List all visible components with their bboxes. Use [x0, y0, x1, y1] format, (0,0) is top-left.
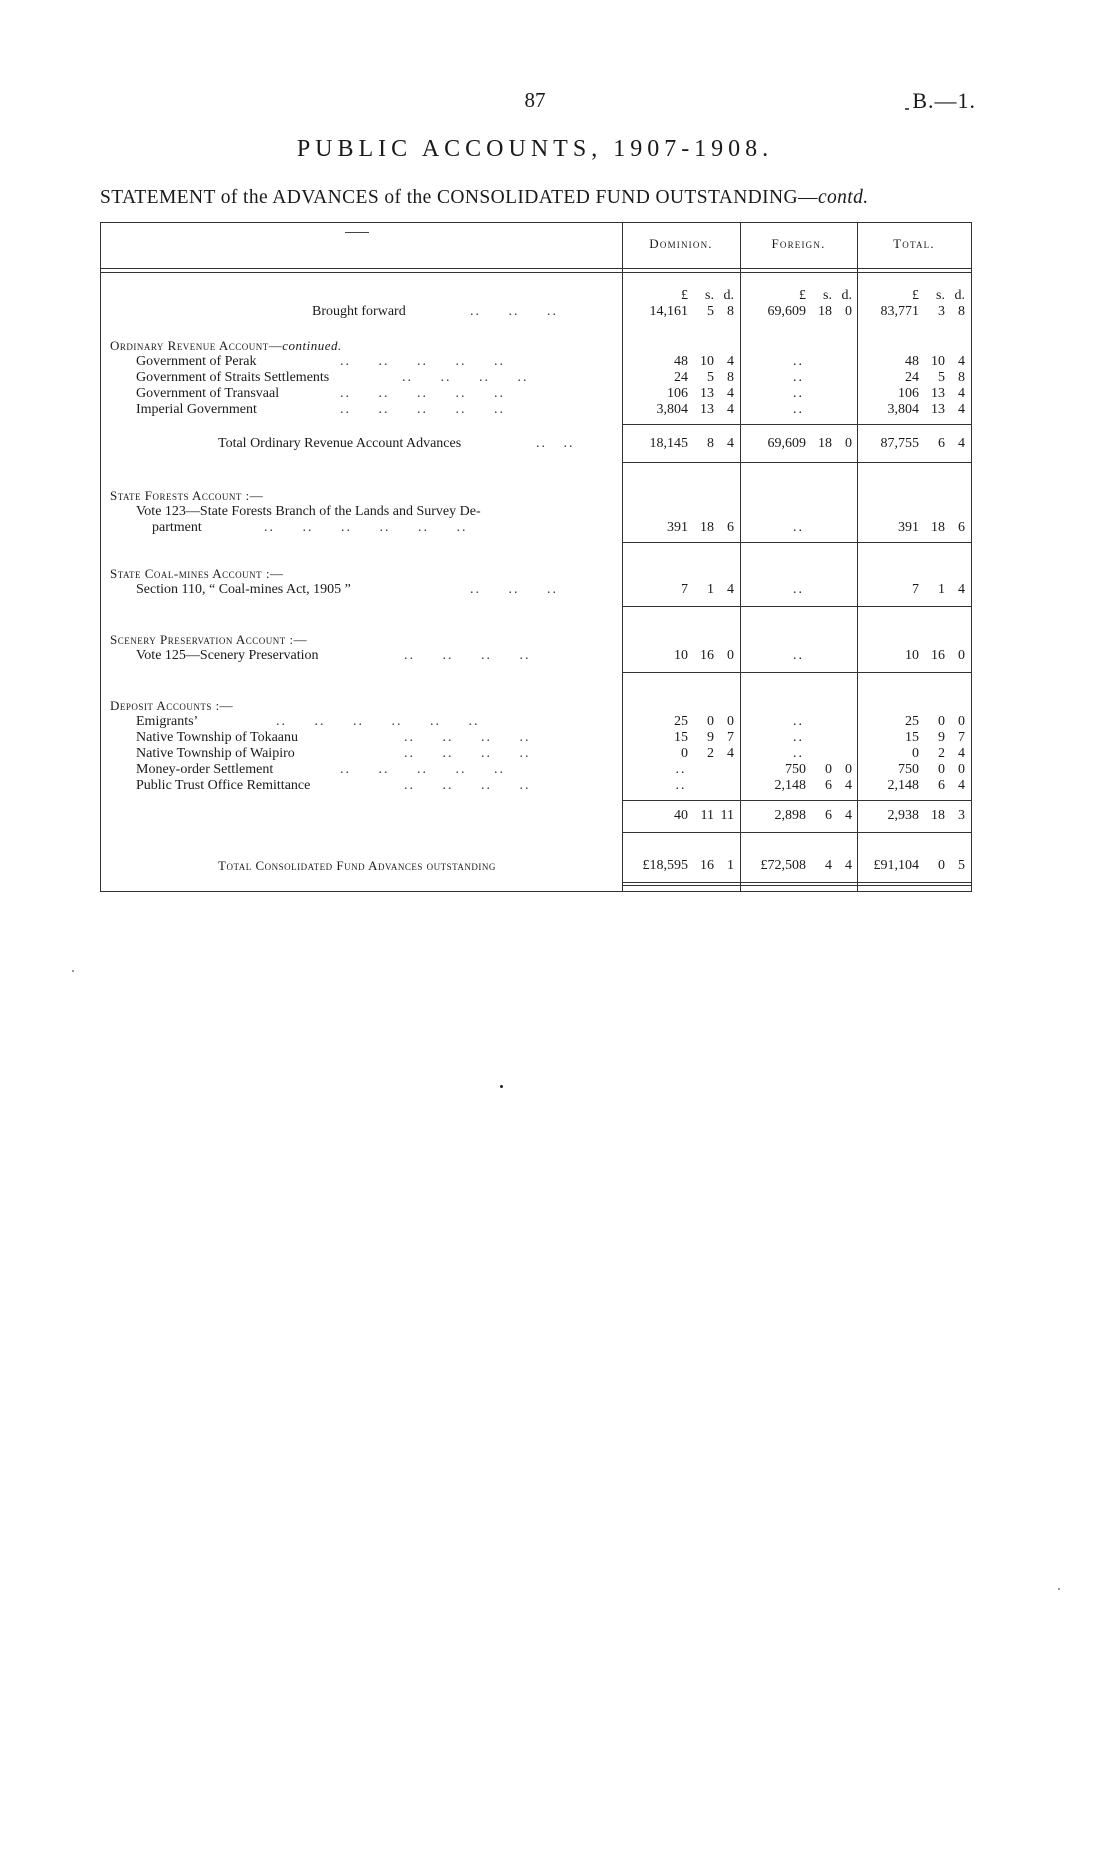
shillings: 0 — [938, 714, 945, 729]
header-bottom-rule — [100, 268, 972, 269]
pence: 7 — [958, 730, 965, 745]
grand-total-double-rule-1 — [622, 882, 972, 883]
unit-shilling: s. — [705, 288, 714, 303]
shillings: 2 — [707, 746, 714, 761]
brought-forward-label: Brought forward — [312, 304, 406, 319]
leader-dots: .. .. .. .. .. — [340, 762, 505, 777]
leader-dots: .. .. .. .. — [404, 746, 531, 761]
pounds: 48 — [905, 354, 919, 369]
section-heading-coal-mines: State Coal-mines Account :— — [110, 566, 284, 581]
straits-dominion — [624, 370, 734, 386]
pounds: 10 — [905, 648, 919, 663]
leader-dots: .. .. .. .. .. — [340, 402, 505, 417]
deposit-subtotal-foreign — [742, 808, 852, 824]
pounds: £72,508 — [760, 858, 806, 873]
money-order-foreign — [742, 762, 852, 778]
leader-dots: .. .. .. .. .. .. — [276, 714, 480, 729]
transvaal-dominion — [624, 386, 734, 402]
pounds: 750 — [898, 762, 919, 777]
shillings: 10 — [931, 354, 945, 369]
section-heading-scenery: Scenery Preservation Account :— — [110, 632, 308, 647]
shillings: 18 — [931, 520, 945, 535]
pounds: 15 — [674, 730, 688, 745]
row-label-waipiro: Native Township of Waipiro — [136, 746, 295, 761]
page-number: 87 — [524, 88, 546, 112]
scan-speck — [905, 108, 909, 110]
row-label-tokaanu: Native Township of Tokaanu — [136, 730, 298, 745]
ordinary-total-dominion — [624, 436, 734, 452]
pence: 1 — [727, 858, 734, 873]
col-divider-total — [857, 222, 858, 892]
shillings: 8 — [707, 436, 714, 451]
pounds: 2,938 — [887, 808, 919, 823]
col-divider-foreign — [740, 222, 741, 892]
units-dominion — [624, 288, 734, 304]
table-left-rule — [100, 222, 101, 892]
pounds: 3,804 — [887, 402, 919, 417]
pence: 0 — [845, 762, 852, 777]
straits-total — [859, 370, 965, 386]
pence: 4 — [958, 354, 965, 369]
shillings: 6 — [938, 778, 945, 793]
shillings: 11 — [700, 808, 714, 823]
shillings: 3 — [938, 304, 945, 319]
brought-forward-foreign — [742, 304, 852, 320]
pence: 0 — [958, 648, 965, 663]
pounds: £18,595 — [642, 858, 688, 873]
waipiro-dominion — [624, 746, 734, 762]
pence: 4 — [845, 858, 852, 873]
unit-shilling: s. — [936, 288, 945, 303]
shillings: 13 — [931, 386, 945, 401]
pence: 4 — [958, 746, 965, 761]
pence: 4 — [727, 436, 734, 451]
scenery-line1: Vote 125—Scenery Preservation — [136, 648, 319, 663]
shillings: 1 — [707, 582, 714, 597]
perak-dominion — [624, 354, 734, 370]
subtitle-contd: contd. — [817, 187, 869, 208]
brought-forward-dominion — [624, 304, 734, 320]
ordinary-total-total — [859, 436, 965, 452]
shillings: 16 — [700, 858, 714, 873]
pounds: 14,161 — [649, 304, 688, 319]
transvaal-foreign-nil: .. — [793, 386, 804, 401]
public-trust-total — [859, 778, 965, 794]
pence: 8 — [727, 304, 734, 319]
grand-total-total — [859, 858, 965, 874]
brought-forward-total — [859, 304, 965, 320]
grand-total-foreign — [742, 858, 852, 874]
units-foreign — [742, 288, 852, 304]
row-label-public-trust: Public Trust Office Remittance — [136, 778, 311, 793]
document-reference: B.—1. — [912, 88, 976, 113]
shillings: 4 — [825, 858, 832, 873]
pence: 4 — [958, 436, 965, 451]
table-right-rule — [971, 222, 972, 892]
ordinary-total-label: Total Ordinary Revenue Account Advances — [218, 436, 462, 451]
public-trust-foreign — [742, 778, 852, 794]
money-order-total — [859, 762, 965, 778]
pounds: 0 — [912, 746, 919, 761]
shillings: 0 — [825, 762, 832, 777]
header-bottom-rule-2 — [100, 272, 972, 273]
shillings: 18 — [818, 436, 832, 451]
pounds: 3,804 — [656, 402, 688, 417]
row-label-perak: Government of Perak — [136, 354, 257, 369]
shillings: 18 — [818, 304, 832, 319]
unit-shilling: s. — [823, 288, 832, 303]
shillings: 13 — [931, 402, 945, 417]
shillings: 16 — [931, 648, 945, 663]
row-label-imperial: Imperial Government — [136, 402, 257, 417]
section-heading-text: Ordinary Revenue Account— — [110, 338, 283, 353]
leader-dots: .. .. .. — [470, 304, 558, 319]
leader-dots: .. .. .. .. .. — [340, 354, 505, 369]
pence: 11 — [720, 808, 734, 823]
shillings: 6 — [825, 808, 832, 823]
waipiro-total — [859, 746, 965, 762]
row-label-transvaal: Government of Transvaal — [136, 386, 280, 401]
shillings: 2 — [938, 746, 945, 761]
leader-dots: .. .. .. — [470, 582, 558, 597]
coal-mines-line1: Section 110, “ Coal-mines Act, 1905 ” — [136, 582, 351, 597]
state-forests-line1: Vote 123—State Forests Branch of the Lands and Survey De- — [136, 504, 481, 519]
emigrants-dominion — [624, 714, 734, 730]
scenery-foreign-nil: .. — [793, 648, 804, 663]
leader-dots: .. .. .. .. — [404, 778, 531, 793]
pounds: 25 — [905, 714, 919, 729]
description-column-dash — [345, 232, 369, 233]
pence: 0 — [958, 762, 965, 777]
deposit-sum-rule — [622, 800, 972, 801]
pence: 0 — [727, 714, 734, 729]
pounds: 69,609 — [767, 304, 806, 319]
unit-pence: d. — [954, 288, 965, 303]
ordinary-total-foreign — [742, 436, 852, 452]
shillings: 10 — [700, 354, 714, 369]
pounds: 391 — [667, 520, 688, 535]
coal-mines-foreign-nil: .. — [793, 582, 804, 597]
scan-speck — [1058, 1588, 1060, 1590]
coal-mines-dominion — [624, 582, 734, 598]
section-heading-state-forests: State Forests Account :— — [110, 488, 264, 503]
table-top-rule — [100, 222, 972, 223]
row-label-straits: Government of Straits Settlements — [136, 370, 330, 385]
pence: 4 — [727, 386, 734, 401]
state-forests-line2: partment — [152, 520, 202, 535]
pence: 4 — [727, 582, 734, 597]
statement-subtitle — [100, 187, 972, 209]
pounds: 69,609 — [767, 436, 806, 451]
leader-dots: .. .. .. .. — [402, 370, 529, 385]
shillings: 5 — [707, 370, 714, 385]
waipiro-foreign-nil: .. — [793, 746, 804, 761]
tokaanu-dominion — [624, 730, 734, 746]
state-forests-foreign-nil: .. — [793, 520, 804, 535]
pence: 6 — [958, 520, 965, 535]
pounds: 0 — [681, 746, 688, 761]
pence: 7 — [727, 730, 734, 745]
emigrants-total — [859, 714, 965, 730]
pounds: 750 — [785, 762, 806, 777]
straits-foreign-nil: .. — [793, 370, 804, 385]
imperial-total — [859, 402, 965, 418]
pence: 4 — [958, 582, 965, 597]
pounds: 10 — [674, 648, 688, 663]
pounds: 391 — [898, 520, 919, 535]
pence: 0 — [845, 304, 852, 319]
row-label-emigrants: Emigrants’ — [136, 714, 199, 729]
leader-dots: .. .. — [536, 436, 575, 451]
col-header-foreign: Foreign. — [771, 236, 826, 251]
pence: 8 — [958, 304, 965, 319]
section-heading-deposit: Deposit Accounts :— — [110, 698, 234, 713]
pounds: £91,104 — [873, 858, 919, 873]
pence: 4 — [845, 778, 852, 793]
imperial-foreign-nil: .. — [793, 402, 804, 417]
pence: 4 — [727, 354, 734, 369]
pounds: 7 — [912, 582, 919, 597]
scenery-dominion — [624, 648, 734, 664]
scan-speck — [72, 970, 74, 972]
pence: 3 — [958, 808, 965, 823]
shillings: 0 — [938, 762, 945, 777]
pence: 8 — [727, 370, 734, 385]
units-total — [859, 288, 965, 304]
section-heading-continued: continued. — [282, 338, 342, 353]
unit-pence: d. — [723, 288, 734, 303]
unit-pound: £ — [799, 288, 806, 303]
row-label-money-order: Money-order Settlement — [136, 762, 274, 777]
grand-total-double-rule-2 — [622, 885, 972, 886]
pounds: 48 — [674, 354, 688, 369]
pounds: 40 — [674, 808, 688, 823]
leader-dots: .. .. .. .. — [404, 648, 531, 663]
pounds: 106 — [667, 386, 688, 401]
deposit-subtotal-dominion — [624, 808, 734, 824]
shillings: 16 — [700, 648, 714, 663]
unit-pence: d. — [841, 288, 852, 303]
pounds: 2,148 — [887, 778, 919, 793]
shillings: 0 — [938, 858, 945, 873]
grand-total-label: Total Consolidated Fund Advances outstanding — [218, 858, 496, 873]
scenery-total — [859, 648, 965, 664]
leader-dots: .. .. .. .. .. .. — [264, 520, 468, 535]
leader-dots: .. .. .. .. .. — [340, 386, 505, 401]
deposit-subtotal-bottom-rule — [622, 832, 972, 833]
pounds: 7 — [681, 582, 688, 597]
pounds: 2,898 — [774, 808, 806, 823]
pounds: 18,145 — [649, 436, 688, 451]
pence: 4 — [845, 808, 852, 823]
coal-mines-bottom-rule — [622, 606, 972, 607]
pounds: 87,755 — [880, 436, 919, 451]
pence: 6 — [727, 520, 734, 535]
state-forests-dominion — [624, 520, 734, 536]
unit-pound: £ — [681, 288, 688, 303]
shillings: 5 — [938, 370, 945, 385]
pence: 4 — [958, 402, 965, 417]
perak-total — [859, 354, 965, 370]
pence: 4 — [727, 746, 734, 761]
tokaanu-foreign-nil: .. — [793, 730, 804, 745]
pounds: 24 — [905, 370, 919, 385]
shillings: 5 — [707, 304, 714, 319]
money-order-dominion-nil: .. — [675, 762, 687, 777]
grand-total-dominion — [624, 858, 734, 874]
pounds: 25 — [674, 714, 688, 729]
tokaanu-total — [859, 730, 965, 746]
unit-pound: £ — [912, 288, 919, 303]
pounds: 106 — [898, 386, 919, 401]
perak-foreign-nil: .. — [793, 354, 804, 369]
transvaal-total — [859, 386, 965, 402]
pence: 4 — [958, 778, 965, 793]
state-forests-total — [859, 520, 965, 536]
pounds: 83,771 — [880, 304, 919, 319]
pence: 8 — [958, 370, 965, 385]
shillings: 6 — [825, 778, 832, 793]
imperial-dominion — [624, 402, 734, 418]
section-heading-ordinary-revenue — [110, 338, 342, 354]
col-header-dominion: Dominion. — [649, 236, 713, 251]
page-title: PUBLIC ACCOUNTS, 1907-1908. — [296, 136, 774, 162]
shillings: 13 — [700, 386, 714, 401]
pence: 0 — [727, 648, 734, 663]
pence: 0 — [958, 714, 965, 729]
shillings: 18 — [700, 520, 714, 535]
pounds: 15 — [905, 730, 919, 745]
scenery-bottom-rule — [622, 672, 972, 673]
pounds: 2,148 — [774, 778, 806, 793]
pence: 4 — [727, 402, 734, 417]
pence: 5 — [958, 858, 965, 873]
public-trust-dominion-nil: .. — [675, 778, 687, 793]
shillings: 1 — [938, 582, 945, 597]
scan-speck — [500, 1085, 503, 1088]
col-header-total: Total. — [893, 236, 935, 251]
shillings: 6 — [938, 436, 945, 451]
leader-dots: .. .. .. .. — [404, 730, 531, 745]
coal-mines-total — [859, 582, 965, 598]
shillings: 18 — [931, 808, 945, 823]
shillings: 9 — [938, 730, 945, 745]
emigrants-foreign-nil: .. — [793, 714, 804, 729]
deposit-subtotal-total — [859, 808, 965, 824]
ordinary-sum-rule — [622, 424, 972, 425]
state-forests-bottom-rule — [622, 542, 972, 543]
table-bottom-rule — [100, 891, 972, 892]
pence: 4 — [958, 386, 965, 401]
subtitle-text: STATEMENT of the ADVANCES of the CONSOLIDATED FUND OUTSTANDING— — [100, 187, 818, 208]
shillings: 9 — [707, 730, 714, 745]
pounds: 24 — [674, 370, 688, 385]
shillings: 13 — [700, 402, 714, 417]
shillings: 0 — [707, 714, 714, 729]
ordinary-total-bottom-rule — [622, 462, 972, 463]
pence: 0 — [845, 436, 852, 451]
